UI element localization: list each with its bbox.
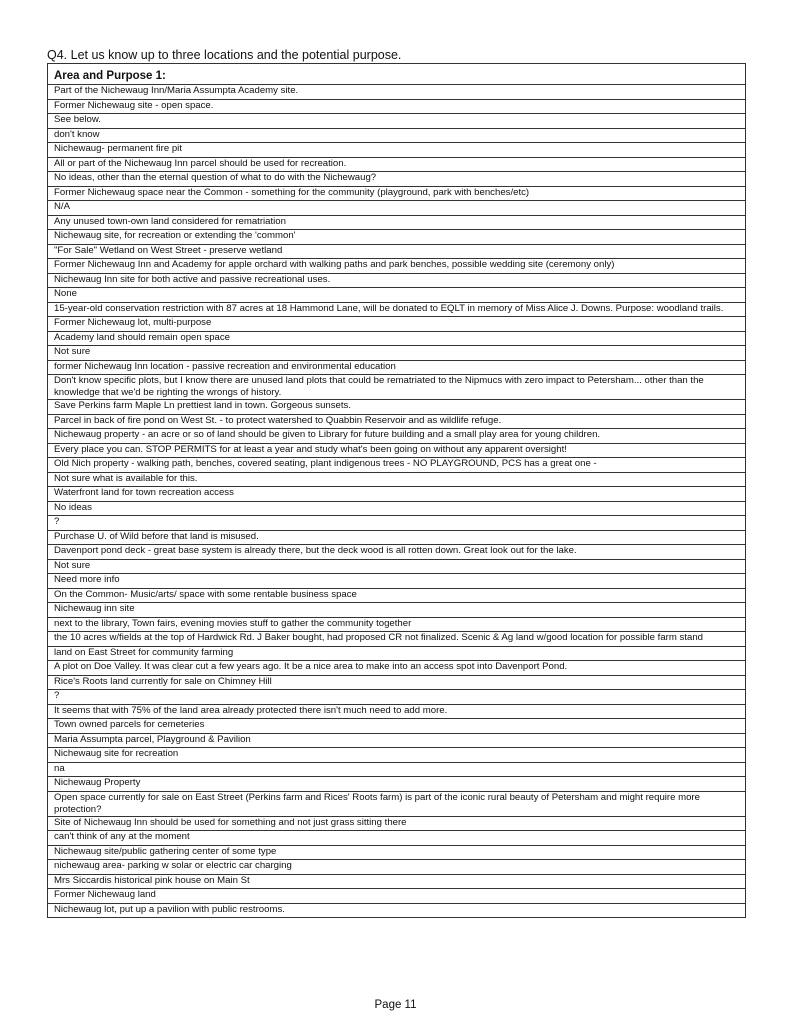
table-row	[48, 201, 746, 216]
table-row	[48, 816, 746, 831]
question-heading: Q4. Let us know up to three locations and the potential purpose.	[47, 48, 402, 62]
response-cell: nichewaug area- parking w solar or electric car charging	[48, 860, 746, 875]
table-row	[48, 360, 746, 375]
table-row	[48, 458, 746, 473]
table-row	[48, 99, 746, 114]
response-cell: Parcel in back of fire pond on West St. - to protect watershed to Quabbin Reservoir and as wildlife refuge.	[48, 414, 746, 429]
response-cell: Nichewaug site for recreation	[48, 748, 746, 763]
response-cell: Former Nichewaug Inn and Academy for apple orchard with walking paths and park benches, possible wedding site (ceremony only)	[48, 259, 746, 274]
response-cell: Every place you can. STOP PERMITS for at least a year and study what's been going on without any apparent oversight!	[48, 443, 746, 458]
response-cell: No ideas, other than the eternal question of what to do with the Nichewaug?	[48, 172, 746, 187]
table-row	[48, 733, 746, 748]
response-cell: ?	[48, 690, 746, 705]
table-header-row	[48, 64, 746, 85]
response-cell: Davenport pond deck - great base system is already there, but the deck wood is all rotten down. Great look out for the lake.	[48, 545, 746, 560]
table-row	[48, 860, 746, 875]
response-cell: Don't know specific plots, but I know there are unused land plots that could be rematriated to the Nipmucs with zero impact to Petersham... other than the knowledge that we'd be righting the wrongs of history.	[48, 375, 746, 400]
response-cell: Mrs Siccardis historical pink house on Main St	[48, 874, 746, 889]
table-row	[48, 143, 746, 158]
response-cell: Rice's Roots land currently for sale on Chimney Hill	[48, 675, 746, 690]
table-row	[48, 646, 746, 661]
table-row	[48, 429, 746, 444]
response-cell: Not sure what is available for this.	[48, 472, 746, 487]
response-cell: Nichewaug inn site	[48, 603, 746, 618]
response-cell: Nichewaug Inn site for both active and passive recreational uses.	[48, 273, 746, 288]
table-row	[48, 690, 746, 705]
table-row	[48, 704, 746, 719]
response-cell: Nichewaug site, for recreation or extending the 'common'	[48, 230, 746, 245]
response-cell: next to the library, Town fairs, evening movies stuff to gather the community together	[48, 617, 746, 632]
response-cell: Maria Assumpta parcel, Playground & Pavilion	[48, 733, 746, 748]
responses-table	[47, 63, 746, 918]
response-cell: Academy land should remain open space	[48, 331, 746, 346]
response-cell: Open space currently for sale on East Street (Perkins farm and Rices' Roots farm) is part of the iconic rural beauty of Petersham and might require more protection?	[48, 791, 746, 816]
response-cell: Need more info	[48, 574, 746, 589]
table-row	[48, 845, 746, 860]
table-row	[48, 487, 746, 502]
table-row	[48, 632, 746, 647]
response-cell: can't think of any at the moment	[48, 831, 746, 846]
table-row	[48, 331, 746, 346]
table-row	[48, 128, 746, 143]
response-cell: Nichewaug property - an acre or so of land should be given to Library for future building and a small play area for young children.	[48, 429, 746, 444]
response-cell: 15-year-old conservation restriction with 87 acres at 18 Hammond Lane, will be donated to EQLT in memory of Miss Alice J. Downs. Purpose: woodland trails.	[48, 302, 746, 317]
table-row	[48, 588, 746, 603]
response-cell: Former Nichewaug space near the Common - something for the community (playground, park with benches/etc)	[48, 186, 746, 201]
table-row	[48, 501, 746, 516]
response-cell: No ideas	[48, 501, 746, 516]
table-row	[48, 114, 746, 129]
table-row	[48, 762, 746, 777]
table-row	[48, 85, 746, 100]
response-cell: former Nichewaug Inn location - passive recreation and environmental education	[48, 360, 746, 375]
response-cell: Former Nichewaug lot, multi-purpose	[48, 317, 746, 332]
table-row	[48, 215, 746, 230]
response-cell: N/A	[48, 201, 746, 216]
response-cell: Nichewaug Property	[48, 777, 746, 792]
response-cell: Part of the Nichewaug Inn/Maria Assumpta Academy site.	[48, 85, 746, 100]
table-row	[48, 346, 746, 361]
response-cell: All or part of the Nichewaug Inn parcel should be used for recreation.	[48, 157, 746, 172]
table-row	[48, 259, 746, 274]
table-row	[48, 186, 746, 201]
response-cell: Former Nichewaug land	[48, 889, 746, 904]
response-cell: On the Common- Music/arts/ space with some rentable business space	[48, 588, 746, 603]
response-cell: "For Sale" Wetland on West Street - preserve wetland	[48, 244, 746, 259]
table-row	[48, 889, 746, 904]
response-cell: See below.	[48, 114, 746, 129]
table-row	[48, 791, 746, 816]
table-row	[48, 414, 746, 429]
response-cell: Nichewaug lot, put up a pavilion with public restrooms.	[48, 903, 746, 918]
table-row	[48, 719, 746, 734]
response-cell: Town owned parcels for cemeteries	[48, 719, 746, 734]
response-cell: Not sure	[48, 559, 746, 574]
response-cell: the 10 acres w/fields at the top of Hardwick Rd. J Baker bought, had proposed CR not finalized. Scenic & Ag land w/good location for possible farm stand	[48, 632, 746, 647]
table-row	[48, 675, 746, 690]
page-number: Page 11	[374, 999, 417, 1011]
table-row	[48, 748, 746, 763]
response-cell: na	[48, 762, 746, 777]
table-row	[48, 777, 746, 792]
table-row	[48, 273, 746, 288]
table-header-cell: Area and Purpose 1:	[48, 64, 746, 85]
response-cell: Nichewaug- permanent fire pit	[48, 143, 746, 158]
table-row	[48, 288, 746, 303]
table-row	[48, 559, 746, 574]
response-cell: Site of Nichewaug Inn should be used for something and not just grass sitting there	[48, 816, 746, 831]
table-row	[48, 516, 746, 531]
table-row	[48, 317, 746, 332]
response-cell: Save Perkins farm Maple Ln prettiest land in town. Gorgeous sunsets.	[48, 400, 746, 415]
response-cell: Former Nichewaug site - open space.	[48, 99, 746, 114]
response-cell: don't know	[48, 128, 746, 143]
response-cell: Purchase U. of Wild before that land is misused.	[48, 530, 746, 545]
table-row	[48, 545, 746, 560]
table-row	[48, 530, 746, 545]
response-cell: Not sure	[48, 346, 746, 361]
table-row	[48, 375, 746, 400]
response-cell: None	[48, 288, 746, 303]
table-row	[48, 903, 746, 918]
table-row	[48, 617, 746, 632]
response-cell: It seems that with 75% of the land area already protected there isn't much need to add more.	[48, 704, 746, 719]
table-row	[48, 661, 746, 676]
table-row	[48, 172, 746, 187]
response-cell: ?	[48, 516, 746, 531]
table-row	[48, 400, 746, 415]
response-cell: Any unused town-own land considered for rematriation	[48, 215, 746, 230]
table-row	[48, 244, 746, 259]
table-row	[48, 157, 746, 172]
response-cell: Old Nich property - walking path, benches, covered seating, plant indigenous trees - NO PLAYGROUND, PCS has a great one -	[48, 458, 746, 473]
table-row	[48, 230, 746, 245]
table-row	[48, 603, 746, 618]
table-row	[48, 874, 746, 889]
response-cell: A plot on Doe Valley. It was clear cut a few years ago. It be a nice area to make into an access spot into Davenport Pond.	[48, 661, 746, 676]
table-row	[48, 831, 746, 846]
response-cell: land on East Street for community farming	[48, 646, 746, 661]
table-row	[48, 472, 746, 487]
table-row	[48, 302, 746, 317]
responses-table-body	[48, 64, 746, 918]
table-row	[48, 443, 746, 458]
table-row	[48, 574, 746, 589]
response-cell: Nichewaug site/public gathering center of some type	[48, 845, 746, 860]
response-cell: Waterfront land for town recreation access	[48, 487, 746, 502]
